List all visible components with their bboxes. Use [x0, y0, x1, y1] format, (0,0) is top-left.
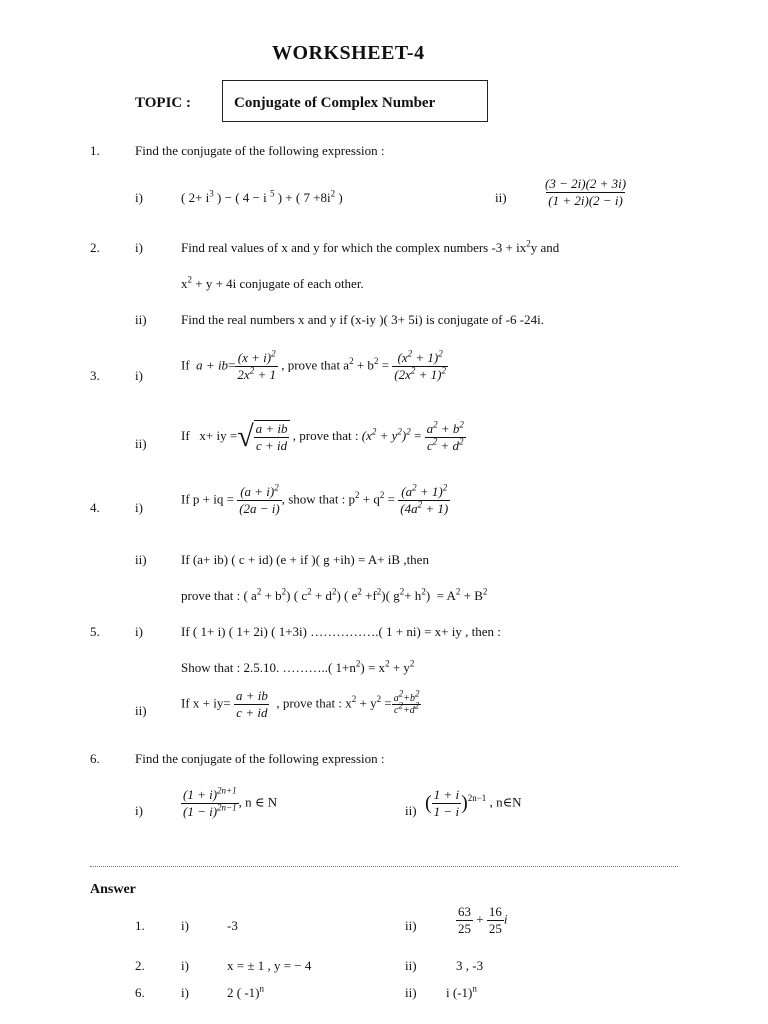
answer-6-number: 6. [135, 985, 145, 1000]
answer-2-i-value: x = ± 1 , y = − 4 [227, 958, 312, 973]
answer-title: Answer [90, 882, 136, 897]
q1-i-label: i) [135, 190, 143, 205]
q2-ii-label: ii) [135, 312, 147, 327]
q3-ii-expression: If x+ iy = √ $\frac{a + ib}{c + id}$ , prove that : $(x^2 + y^2)^2$ = $\frac{a^2 + b^2}{c^2 + d^2}$ [181, 419, 464, 453]
q2-i-line2: $x^2 + y + 4i$ conjugate of each other. [181, 274, 364, 291]
q2-number: 2. [90, 240, 100, 255]
q3-i-expression: If a + ib= $\frac{(x + i)^2}{2x^2 + 1}$ , prove that $a^2 + b^2$ = $\frac{(x^2 + 1)^2}{(2x^2 + 1)^2}$ [181, 348, 446, 382]
page-title: WORKSHEET-4 [272, 42, 425, 64]
q1-ii-expression: $\frac{(3 - 2i)(2 + 3i)}{(1 + 2i)(2 - i)}$ [545, 176, 627, 208]
answer-1-i-label: i) [181, 918, 189, 933]
q1-number: 1. [90, 143, 100, 158]
topic-value: Conjugate of Complex Number [234, 95, 436, 111]
answer-6-i-label: i) [181, 985, 189, 1000]
answer-6-i-value: 2 ( -1)$^n$ [227, 983, 264, 1000]
q4-ii-label: ii) [135, 552, 147, 567]
q6-ii-expression: ( $\frac{1 + i}{1 - i}$ )$^{2n-1}$ , n∈N [425, 787, 522, 819]
answer-2-ii-label: ii) [405, 958, 417, 973]
q6-ii-label: ii) [405, 803, 417, 818]
q4-i-label: i) [135, 500, 143, 515]
q5-i-label: i) [135, 624, 143, 639]
q6-number: 6. [90, 751, 100, 766]
q2-i-line1: Find real values of x and y for which the complex numbers $-3 + ix^2y$ and [181, 238, 560, 255]
q2-ii-text: Find the real numbers x and y if (x-iy )( 3+ 5i) is conjugate of -6 -24i. [181, 312, 544, 327]
answer-6-ii-label: ii) [405, 985, 417, 1000]
answer-2-i-label: i) [181, 958, 189, 973]
q4-ii-line1: If (a+ ib) ( c + id) (e + if )( g +ih) = A+ iB ,then [181, 552, 429, 567]
answer-1-ii-value: $\frac{63}{25}$ + $\frac{16}{25}$ i [458, 904, 508, 936]
q6-i-label: i) [135, 803, 143, 818]
q1-text: Find the conjugate of the following expression : [135, 143, 385, 158]
answer-1-number: 1. [135, 918, 145, 933]
q6-text: Find the conjugate of the following expression : [135, 751, 385, 766]
answer-2-ii-value: 3 , -3 [456, 958, 484, 973]
q6-i-expression: $\frac{(1 + i)^{2n+1}}{(1 - i)^{2n-1}}$ , n ∈ N [183, 785, 278, 819]
q1-i-expression: ( $2+ i^3$ ) − ( 4 − i $^5$ ) + ( $7 +8i^2$ ) [181, 188, 343, 205]
answer-2-number: 2. [135, 958, 145, 973]
q5-ii-label: ii) [135, 703, 147, 718]
q5-i-line2: Show that : 2.5.10. ………..( $1+n^2) = x^2 + y^2$ [181, 658, 415, 675]
q2-i-label: i) [135, 240, 143, 255]
q3-number: 3. [90, 368, 100, 383]
q3-i-label: i) [135, 368, 143, 383]
q4-number: 4. [90, 500, 100, 515]
q3-ii-label: ii) [135, 436, 147, 451]
q5-ii-expression: If x + iy= $\frac{a + ib}{c + id}$ , prove that : $x^2 + y^2$ = $\frac{a^2+b^2}{c^2+d^2}$ [181, 688, 420, 720]
answer-1-i-value: -3 [227, 918, 238, 933]
q1-ii-label: ii) [495, 190, 507, 205]
q4-i-expression: If p + iq = $\frac{(a + i)^2}{(2a - i)}$ , show that : $p^2 + q^2$ = $\frac{(a^2 + 1)^2}{(4a^2 + 1)}$ [181, 482, 449, 516]
answer-1-ii-label: ii) [405, 918, 417, 933]
answer-6-ii-value: i $(-1)^n$ [446, 983, 477, 1000]
q5-i-line1: If ( 1+ i) ( 1+ 2i) ( 1+3i) …………….( 1 + ni) = x+ iy , then : [181, 624, 501, 639]
topic-label: TOPIC : [135, 95, 191, 111]
dotted-separator [90, 866, 678, 867]
q5-number: 5. [90, 624, 100, 639]
q4-ii-line2: prove that : ( $a^2 + b^2$) ( $c^2 + d^2$) ( $e^2 +f^2$)( $g^2+ h^2) = A^2 + B^2$ [181, 586, 488, 603]
